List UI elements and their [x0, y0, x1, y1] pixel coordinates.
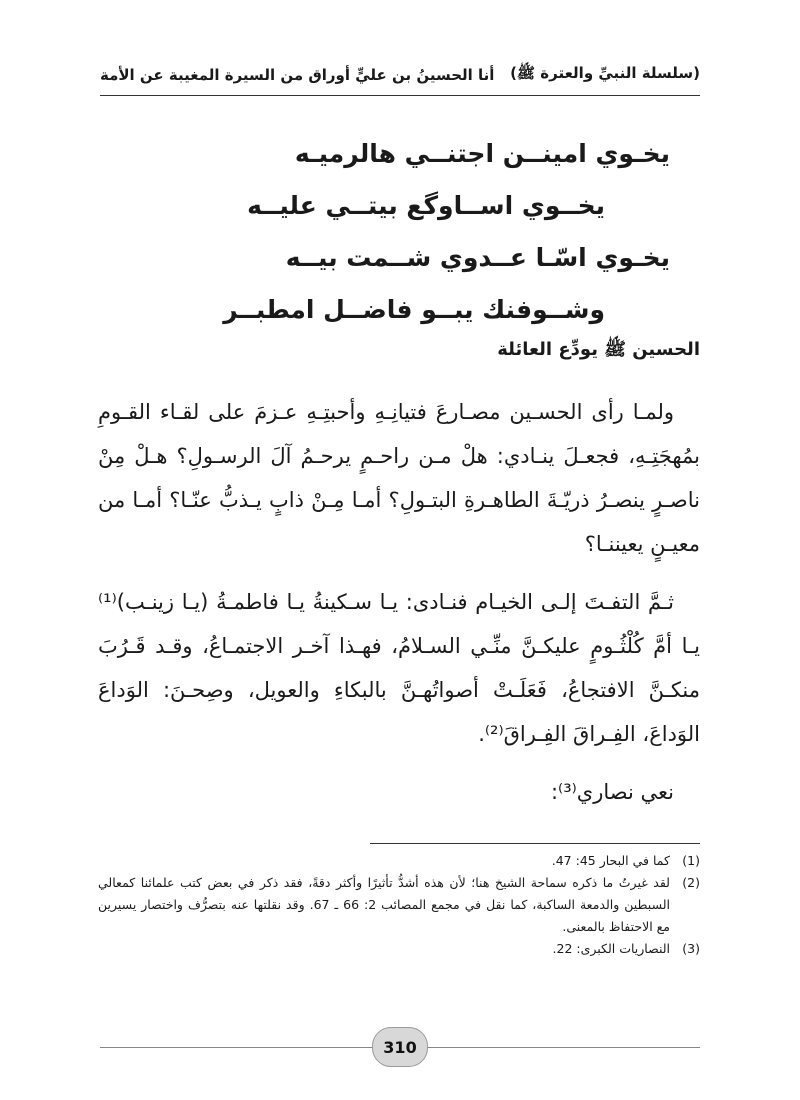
- paragraph: نعي نصاري⁽³⁾:: [550, 780, 674, 804]
- footnote: [98, 938, 700, 960]
- footnote: [98, 872, 700, 938]
- section-heading: الحسين ﷺ يودِّع العائلة: [497, 339, 700, 360]
- footnote-text: النصاريات الكبرى: 22.: [552, 941, 670, 956]
- footnote: [98, 850, 700, 872]
- footnote-text: لقد غيرتُ ما ذكره سماحة الشيخ هنا؛ لأن هذه أشدُّ تأثيرًا وأكثر دقةً، فقد ذكر في بعض كتب علمائنا كمعالي السبطين والدمعة الساكبة، كما نقل في مجمع المصائب 2: 66 ـ 67. وقد نقلتها عنه بتصرُّف واختصار يسيرين مع الاحتفاظ بالمعنى.: [98, 875, 671, 934]
- header-book-subtitle: أنا الحسينُ بن عليٍّ أوراق من السيرة المغيبة عن الأمة: [100, 66, 495, 84]
- footnote-number: (2): [682, 875, 700, 890]
- header-series-title: (سلسلة النبيِّ والعترة ﷺ): [510, 64, 700, 82]
- paragraph: ثـمَّ التفـتَ إلـى الخيـام فنـادى: يـا سـكينةُ يـا فاطمـةُ (يـا زينـب)⁽¹⁾ يـا أمَّ كُلْثُـومٍ عليكـنَّ منِّـي السـلامُ، فهـذا آخـر الاجتمـاعُ، وقـد قَـرُبَ منكـنَّ الافتجاعُ، فَعَلَـتْ أصواتُهـنَّ بالبكاءِ والعويل، وصِحـنَ: الوَداعَ الوَداعَ، الفِـراقَ الفِـراقَ⁽²⁾.: [98, 590, 700, 746]
- page-number: 310: [372, 1027, 428, 1067]
- page-footer: [100, 1020, 700, 1060]
- poem-verse: وشــوفنك يبــو فاضــل امطبــر: [223, 295, 605, 324]
- footnotes: [98, 850, 700, 960]
- footnote-divider: [370, 843, 700, 844]
- poem-verse: يخــوي اســاوگع بيتــي عليــه: [247, 191, 605, 220]
- footnote-text: كما في البحار 45: 47.: [551, 853, 670, 868]
- running-header: [100, 58, 700, 92]
- paragraph: ولمـا رأى الحسـين مصـارعَ فتيانِـهِ وأحبتِـهِ عـزمَ على لقـاء القـومِ بمُهجَتِـهِ، فجعـلَ ينـادي: هلْ مـن راحـمٍ يرحـمُ آلَ الرسـولِ؟ هـلْ مِنْ ناصـرٍ ينصـرُ ذريّـةَ الطاهـرةِ البتـولِ؟ أمـا مِـنْ ذابٍ يـذبُّ عنّـا؟ أمـا من معيـنٍ يعيننـا؟: [98, 400, 700, 556]
- footnote-number: (3): [682, 941, 700, 956]
- header-divider: [100, 95, 700, 96]
- poem-verse: يخـوي امينــن اجتنــي هالرميـه: [294, 139, 670, 168]
- poem-block: [100, 128, 700, 336]
- footnote-number: (1): [682, 853, 700, 868]
- poem-verse: يخـوي اسّـا عــدوي شــمت بيــه: [285, 243, 670, 272]
- body-text: [98, 390, 700, 828]
